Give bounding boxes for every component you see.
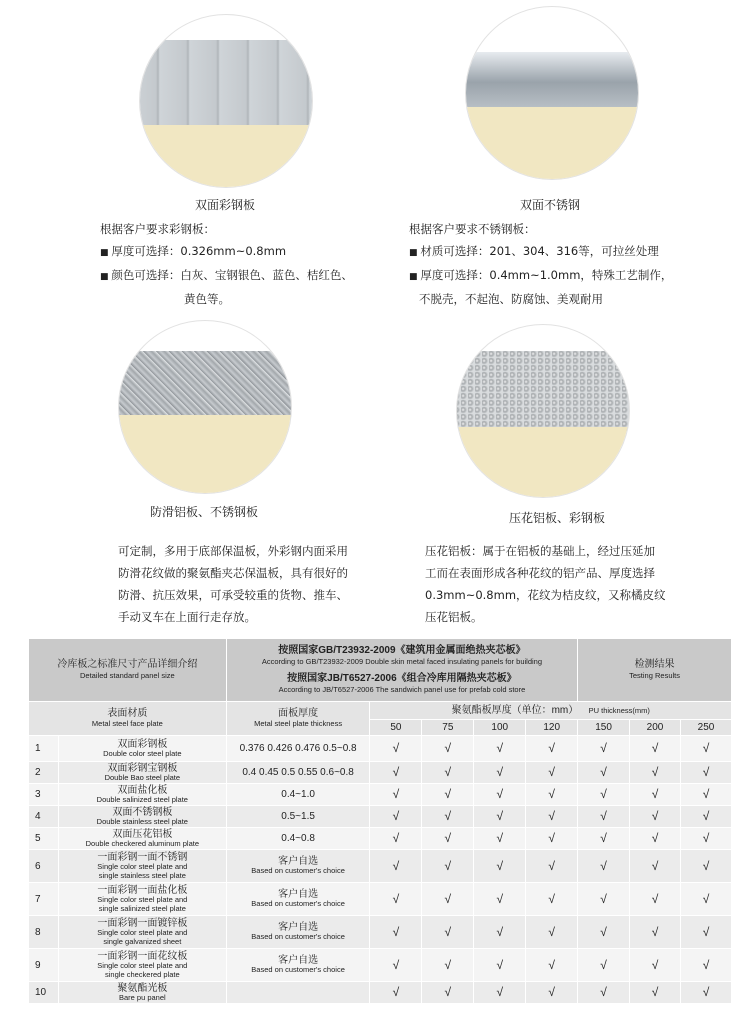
check-mark: √ — [630, 949, 681, 982]
row-number: 8 — [29, 916, 59, 949]
standards-header: 按照国家GB/T23932-2009《建筑用金属面绝热夹芯板》 According to GB/T23932-2009 Double skin metal faced insulating panels for building 按照国家JB/T6527-2006《组合冷库用隔热夹芯板》 According to JB/T6527-2006 The sandwich panel use for prefab cold store — [226, 639, 577, 702]
check-mark: √ — [474, 784, 526, 806]
table-row — [29, 806, 732, 828]
row-number: 3 — [29, 784, 59, 806]
check-mark: √ — [680, 762, 731, 784]
check-mark: √ — [680, 736, 731, 762]
check-mark: √ — [370, 850, 422, 883]
face-plate-cell: 双面盐化板 Double salinized steel plate — [58, 784, 226, 806]
row-number: 2 — [29, 762, 59, 784]
check-mark: √ — [526, 828, 578, 850]
thickness-cell: 0.4~1.0 — [226, 784, 370, 806]
check-mark: √ — [370, 982, 422, 1004]
check-mark: √ — [578, 828, 630, 850]
stainless-panel-image — [465, 6, 639, 180]
check-mark: √ — [680, 949, 731, 982]
thickness-header: 面板厚度 Metal steel plate thickness — [226, 702, 370, 736]
pu-thickness-header: 聚氨酯板厚度（单位：mm） PU thickness(mm) — [370, 702, 732, 720]
thickness-cell: 客户自选 Based on customer's choice — [226, 949, 370, 982]
thickness-cell — [226, 982, 370, 1004]
face-plate-cell: 一面彩钢一面花纹板 Single color steel plate and single checkered plate — [58, 949, 226, 982]
check-mark: √ — [630, 736, 681, 762]
face-plate-cell: 一面彩钢一面盐化板 Single color steel plate and single salinized steel plate — [58, 883, 226, 916]
check-mark: √ — [370, 949, 422, 982]
pu-size-50: 50 — [370, 720, 422, 736]
thickness-cell: 0.4 0.45 0.5 0.55 0.6~0.8 — [226, 762, 370, 784]
check-mark: √ — [370, 784, 422, 806]
table-row — [29, 949, 732, 982]
check-mark: √ — [578, 784, 630, 806]
row-number: 5 — [29, 828, 59, 850]
check-mark: √ — [422, 850, 474, 883]
check-mark: √ — [630, 762, 681, 784]
check-mark: √ — [578, 850, 630, 883]
face-plate-cell: 双面压花铝板 Double checkered aluminum plate — [58, 828, 226, 850]
check-mark: √ — [630, 883, 681, 916]
table-row — [29, 736, 732, 762]
row-number: 10 — [29, 982, 59, 1004]
table-row — [29, 762, 732, 784]
thickness-cell: 0.376 0.426 0.476 0.5~0.8 — [226, 736, 370, 762]
caption-color-steel: 双面彩钢板 — [194, 198, 255, 212]
check-mark: √ — [680, 828, 731, 850]
stainless-desc: 根据客户要求不锈钢板： ■ 材质可选择：201、304、316等，可拉丝处理 ■ 厚度可选择：0.4mm~1.0mm，特殊工艺制作， 不脱壳，不起泡、防腐蚀、美观耐用 — [409, 218, 672, 310]
check-mark: √ — [578, 883, 630, 916]
table-title: 冷库板之标准尺寸产品详细介绍 Detailed standard panel size — [29, 639, 227, 702]
table-row — [29, 916, 732, 949]
thickness-cell: 客户自选 Based on customer's choice — [226, 883, 370, 916]
check-mark: √ — [526, 850, 578, 883]
check-mark: √ — [526, 784, 578, 806]
embossed-desc: 压花铝板：属于在铝板的基础上，经过压延加 工而在表面形成各种花纹的铝产品、厚度选择 0.3mm~0.8mm，花纹为桔皮纹，又称橘皮纹 压花铝板。 — [425, 544, 666, 624]
check-mark: √ — [526, 982, 578, 1004]
check-mark: √ — [474, 982, 526, 1004]
table-row — [29, 784, 732, 806]
check-mark: √ — [474, 806, 526, 828]
check-mark: √ — [474, 762, 526, 784]
check-mark: √ — [370, 806, 422, 828]
check-mark: √ — [422, 916, 474, 949]
table-row — [29, 982, 732, 1004]
anti-slip-desc: 可定制，多用于底部保温板，外彩钢内面采用 防滑花纹做的聚氨酯夹芯保温板，具有很好的 防滑、抗压效果，可承受较重的货物、推车、 手动叉车在上面行走存放。 — [118, 544, 348, 624]
anti-slip-panel-image — [118, 320, 292, 494]
check-mark: √ — [578, 982, 630, 1004]
row-number: 9 — [29, 949, 59, 982]
check-mark: √ — [422, 828, 474, 850]
pu-size-100: 100 — [474, 720, 526, 736]
check-mark: √ — [422, 982, 474, 1004]
color-steel-desc: 根据客户要求彩钢板： ■ 厚度可选择：0.326mm~0.8mm ■ 颜色可选择：白灰、宝钢银色、蓝色、桔红色、 黄色等。 — [100, 218, 353, 310]
caption-embossed: 压花铝板、彩钢板 — [508, 511, 605, 525]
check-mark: √ — [474, 850, 526, 883]
thickness-cell: 客户自选 Based on customer's choice — [226, 850, 370, 883]
check-mark: √ — [474, 828, 526, 850]
check-mark: √ — [474, 736, 526, 762]
embossed-panel-image — [456, 324, 630, 498]
check-mark: √ — [422, 784, 474, 806]
check-mark: √ — [630, 828, 681, 850]
check-mark: √ — [680, 784, 731, 806]
check-mark: √ — [578, 806, 630, 828]
check-mark: √ — [526, 949, 578, 982]
check-mark: √ — [474, 916, 526, 949]
pu-size-120: 120 — [526, 720, 578, 736]
check-mark: √ — [370, 762, 422, 784]
check-mark: √ — [680, 850, 731, 883]
testing-results-header: 检测结果 Testing Results — [578, 639, 732, 702]
pu-size-250: 250 — [680, 720, 731, 736]
face-plate-cell: 聚氨酯光板 Bare pu panel — [58, 982, 226, 1004]
check-mark: √ — [630, 982, 681, 1004]
check-mark: √ — [680, 982, 731, 1004]
check-mark: √ — [526, 806, 578, 828]
check-mark: √ — [680, 883, 731, 916]
thickness-cell: 客户自选 Based on customer's choice — [226, 916, 370, 949]
thickness-cell: 0.4~0.8 — [226, 828, 370, 850]
check-mark: √ — [578, 916, 630, 949]
face-plate-header: 表面材质 Metal steel face plate — [29, 702, 227, 736]
check-mark: √ — [474, 949, 526, 982]
caption-anti-slip: 防滑铝板、不锈钢板 — [149, 505, 258, 519]
row-number: 6 — [29, 850, 59, 883]
check-mark: √ — [474, 883, 526, 916]
check-mark: √ — [526, 883, 578, 916]
check-mark: √ — [422, 806, 474, 828]
color-steel-panel-image — [139, 14, 313, 188]
check-mark: √ — [370, 736, 422, 762]
pu-size-75: 75 — [422, 720, 474, 736]
row-number: 1 — [29, 736, 59, 762]
face-plate-cell: 一面彩钢一面镀锌板 Single color steel plate and single galvanized sheet — [58, 916, 226, 949]
check-mark: √ — [422, 949, 474, 982]
check-mark: √ — [578, 736, 630, 762]
check-mark: √ — [630, 806, 681, 828]
thickness-cell: 0.5~1.5 — [226, 806, 370, 828]
table-row — [29, 850, 732, 883]
check-mark: √ — [630, 784, 681, 806]
check-mark: √ — [370, 883, 422, 916]
check-mark: √ — [526, 916, 578, 949]
check-mark: √ — [526, 736, 578, 762]
check-mark: √ — [422, 762, 474, 784]
check-mark: √ — [422, 736, 474, 762]
check-mark: √ — [578, 949, 630, 982]
face-plate-cell: 双面彩钢板 Double color steel plate — [58, 736, 226, 762]
caption-stainless: 双面不锈钢 — [519, 198, 580, 212]
check-mark: √ — [680, 806, 731, 828]
check-mark: √ — [578, 762, 630, 784]
pu-size-200: 200 — [630, 720, 681, 736]
check-mark: √ — [680, 916, 731, 949]
row-number: 7 — [29, 883, 59, 916]
table-row — [29, 883, 732, 916]
pu-size-150: 150 — [578, 720, 630, 736]
check-mark: √ — [370, 828, 422, 850]
row-number: 4 — [29, 806, 59, 828]
face-plate-cell: 双面不锈钢板 Double stainless steel plate — [58, 806, 226, 828]
face-plate-cell: 双面彩钢宝钢板 Double Bao steel plate — [58, 762, 226, 784]
face-plate-cell: 一面彩钢一面不锈钢 Single color steel plate and single stainless steel plate — [58, 850, 226, 883]
table-row — [29, 828, 732, 850]
check-mark: √ — [422, 883, 474, 916]
check-mark: √ — [630, 916, 681, 949]
check-mark: √ — [630, 850, 681, 883]
check-mark: √ — [370, 916, 422, 949]
panel-spec-table — [28, 638, 732, 1004]
check-mark: √ — [526, 762, 578, 784]
